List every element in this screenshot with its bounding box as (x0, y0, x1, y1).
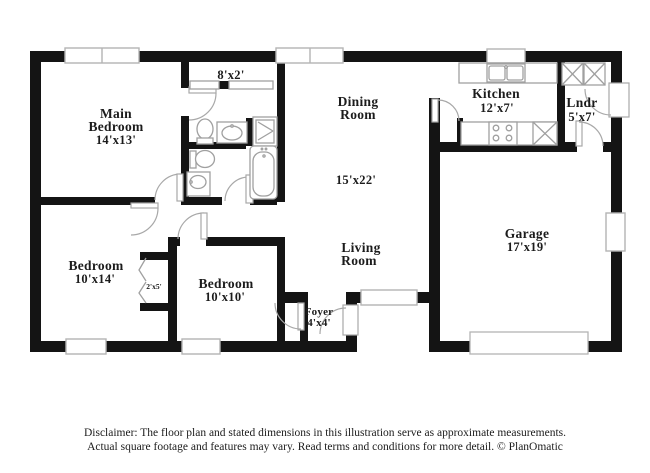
kitchen-label: Kitchen (472, 86, 520, 101)
sliding-closet-doors (190, 81, 273, 89)
living-dining-dim: 15'x22' (335, 173, 377, 187)
main-bedroom-label: Main (100, 106, 132, 121)
window-kitchen (487, 49, 525, 63)
bedroom2-door (131, 203, 158, 235)
living-room-label: Room (341, 253, 377, 268)
washer-icon (562, 63, 583, 85)
garage-dim: 17'x19' (506, 240, 548, 254)
window-bedroom2 (66, 339, 106, 354)
living-room-label: Living (341, 240, 381, 255)
bedroom3-label: Bedroom (198, 276, 254, 291)
bedroom3-dim: 10'x10' (204, 290, 246, 304)
bathtub-icon (250, 146, 277, 199)
kitchen-sink-icon (487, 64, 525, 82)
laundry-garage-door (576, 121, 603, 146)
window-bedroom3 (182, 339, 220, 354)
window-dining (276, 48, 343, 63)
foyer-dim: 4'x4' (307, 317, 331, 329)
window-main-bedroom (65, 48, 139, 63)
main-bedroom-dim: 14'x13' (95, 133, 137, 147)
vanity-sink-icon (187, 172, 210, 196)
toilet-icon (190, 151, 215, 169)
kitchen-dim: 12'x7' (480, 101, 514, 115)
main-bedroom-door (155, 174, 183, 201)
dining-room-label: Room (340, 107, 376, 122)
disclaimer-line1: Disclaimer: The floor plan and stated dimensions in this illustration serve as approximate measurements. (83, 427, 567, 439)
disclaimer (84, 427, 566, 453)
stove-icon (489, 122, 517, 145)
garage-door (470, 332, 588, 354)
bedroom2-label: Bedroom (68, 258, 124, 273)
interior-walls (30, 62, 622, 341)
walkin-closet-dim: 8'x2' (217, 68, 245, 82)
shower-icon (253, 117, 277, 146)
foyer-label: Foyer (304, 306, 334, 318)
dryer-icon (584, 63, 605, 85)
hall-bathroom-door (225, 175, 253, 203)
disclaimer-line2: Actual square footage and features may vary. Read terms and conditions for more detail. © PlanOmatic (87, 441, 563, 453)
window-garage-side (606, 213, 625, 251)
dining-room-label: Dining (337, 94, 379, 109)
garage-label: Garage (504, 226, 550, 241)
bifold-closet-doors (139, 258, 146, 303)
bedroom3-door (178, 213, 207, 239)
kitchen-door (432, 99, 459, 122)
laundry-label: Lndr (566, 95, 598, 110)
window-living-room (361, 290, 417, 305)
laundry-dim: 5'x7' (568, 110, 596, 124)
dishwasher-icon (533, 122, 557, 145)
vanity-sink-icon (217, 122, 247, 143)
hall-closet-dim: 2'x5' (146, 282, 162, 291)
ensuite-corridor-door (189, 87, 216, 120)
bedroom2-dim: 10'x14' (74, 272, 116, 286)
toilet-icon (197, 119, 213, 144)
main-bedroom-label: Bedroom (88, 119, 144, 134)
